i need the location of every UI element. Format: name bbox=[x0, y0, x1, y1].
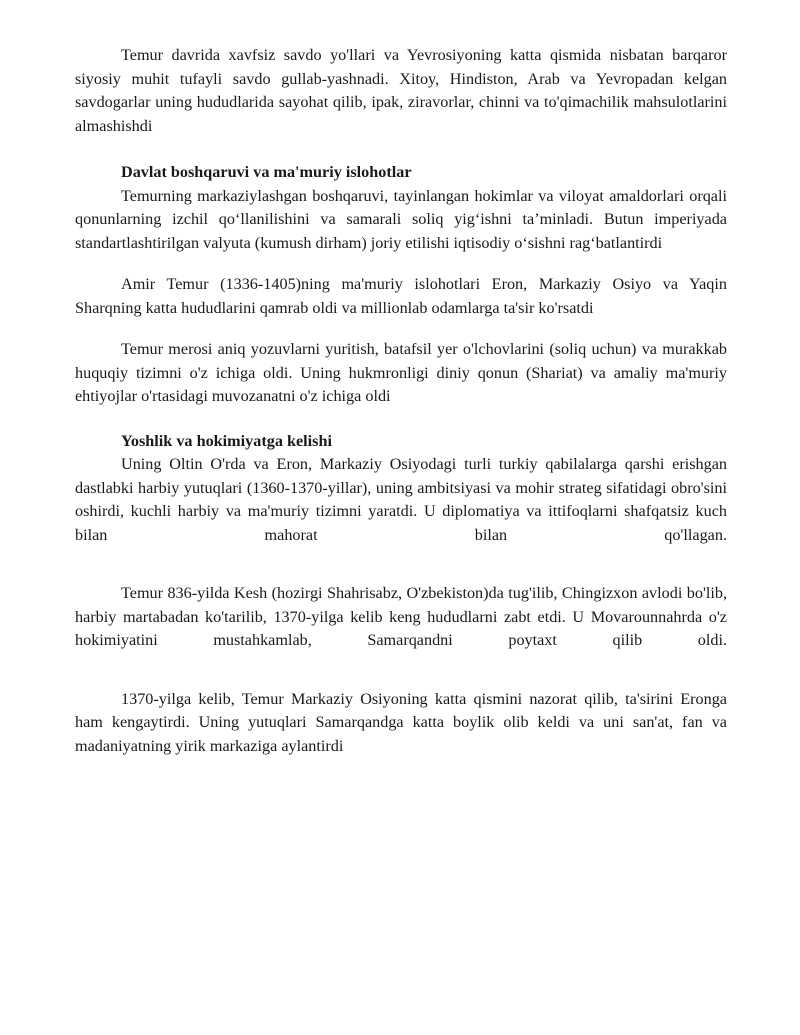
paragraph-trade: Temur davrida xavfsiz savdo yo'llari va Yevrosiyoning katta qismida nisbatan barqaror siyosiy muhit tufayli savdo gullab-yashnadi. Xitoy, Hindiston, Arab va Yevropadan kelgan savdogarlar uning hududlarida sayohat qilib, ipak, ziravorlar, chinni va to'qimachilik mahsulotlarini almashishdi bbox=[75, 46, 727, 135]
paragraph-administrative-reforms: Amir Temur (1336-1405)ning ma'muriy islohotlari Eron, Markaziy Osiyo va Yaqin Sharqning katta hududlarini qamrab oldi va millionlab odamlarga ta'sir ko'rsatdi bbox=[75, 275, 727, 317]
paragraph-central-governance: Temurning markaziylashgan boshqaruvi, tayinlangan hokimlar va viloyat amaldorlari orqali qonunlarning izchil qo‘llanilishini va samarali soliq yig‘ishni ta’minladi. Butun imperiyada standartlashtirilgan valyuta (kumush dirham) joriy etilishi iqtisodiy o‘sishni rag‘batlantirdi bbox=[75, 186, 727, 252]
paragraph-birth: Temur 836-yilda Kesh (hozirgi Shahrisabz, O'zbekiston)da tug'ilib, Chingizxon avlodi bo'lib, harbiy martabadan ko'tarilib, 1370-yilga kelib keng hududlarni zabt etdi. U Movarounnahrda o'z hokimiyatini mustahkamlab, Samarqandni poytaxt qilib oldi. bbox=[75, 584, 727, 649]
paragraph-early-victories: Uning Oltin O'rda va Eron, Markaziy Osiyodagi turli turkiy qabilalarga qarshi erishgan dastlabki harbiy yutuqlari (1360-1370-yillar), uning ambitsiyasi va mohir strateg sifatidagi obro'sini oshirdi, kuchli harbiy va ma'muriy tizimni yaratdi. U diplomatiya va ittifoqlarni shafqatsiz kuch bilan mahorat bilan qo'llagan. bbox=[75, 455, 727, 544]
heading-governance: Davlat boshqaruvi va ma'muriy islohotlar bbox=[121, 163, 412, 181]
paragraph-legacy: Temur merosi aniq yozuvlarni yuritish, batafsil yer o'lchovlarini (soliq uchun) va murakkab huquqiy tizimni o'z ichiga oldi. Uning hukmronligi diniy qonun (Shariat) va amaliy ma'muriy ehtiyojlar o'rtasidagi muvozanatni o'z ichiga oldi bbox=[75, 340, 727, 405]
paragraph-control: 1370-yilga kelib, Temur Markaziy Osiyoning katta qismini nazorat qilib, ta'sirini Eronga ham kengaytirdi. Uning yutuqlari Samarqandga katta boylik olib keldi va uni san'at, fan va madaniyatning yirik markaziga aylantirdi bbox=[75, 689, 727, 755]
heading-youth: Yoshlik va hokimiyatga kelishi bbox=[121, 431, 332, 450]
